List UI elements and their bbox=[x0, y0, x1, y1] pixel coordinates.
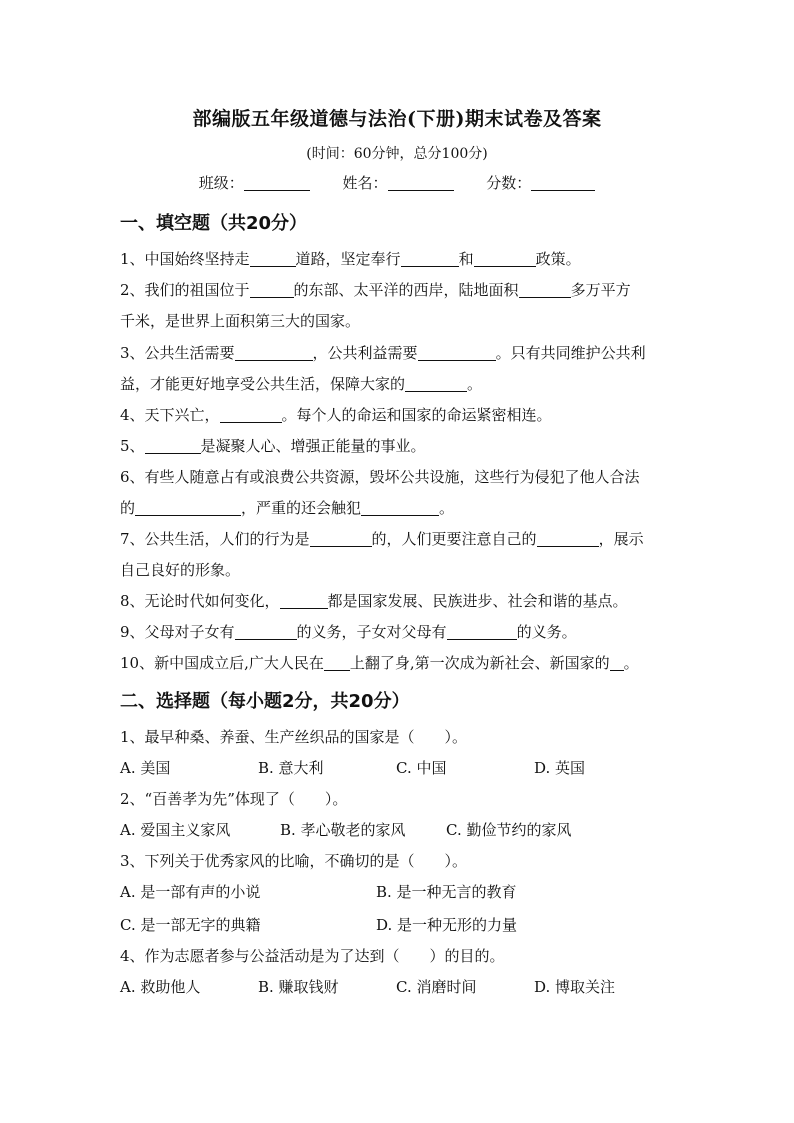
question-text: 。只有共同维护公共利 bbox=[495, 344, 646, 362]
choice-question-1: 1、最早种桑、养蚕、生产丝织品的国家是（ ）。 bbox=[120, 728, 468, 746]
question-text: 10、新中国成立后,广大人民在 bbox=[120, 654, 324, 672]
page-title: 部编版五年级道德与法治(下册)期末试卷及答案 bbox=[192, 108, 602, 130]
section-heading-multiple-choice: 二、选择题（每小题2分，共20分） bbox=[120, 691, 410, 712]
choice-options-1 bbox=[120, 757, 585, 778]
question-text: 。每个人的命运和国家的命运紧密相连。 bbox=[281, 406, 552, 424]
option-c[interactable]: C. 勤俭节约的家风 bbox=[446, 821, 572, 839]
option-b[interactable]: B. 赚取钱财 bbox=[258, 978, 339, 996]
question-8 bbox=[120, 590, 628, 611]
question-5 bbox=[120, 435, 426, 456]
answer-blank[interactable] bbox=[135, 499, 241, 516]
name-blank[interactable] bbox=[388, 174, 454, 191]
question-text: 道路，坚定奉行 bbox=[295, 250, 401, 268]
class-field bbox=[199, 172, 310, 193]
question-text: 和 bbox=[458, 250, 474, 268]
answer-blank[interactable] bbox=[537, 530, 599, 547]
answer-blank[interactable] bbox=[324, 654, 350, 671]
question-text: 的东部、太平洋的西岸，陆地面积 bbox=[293, 281, 519, 299]
class-label: 班级： bbox=[198, 174, 244, 192]
question-9 bbox=[120, 621, 577, 642]
question-2-line-2: 千米，是世界上面积第三大的国家。 bbox=[120, 312, 361, 330]
answer-blank[interactable] bbox=[401, 250, 459, 267]
question-text: 5、 bbox=[120, 437, 145, 455]
answer-blank[interactable] bbox=[145, 437, 201, 454]
question-7-line-2: 自己良好的形象。 bbox=[120, 561, 241, 579]
answer-blank[interactable] bbox=[405, 375, 467, 392]
question-text: 益，才能更好地享受公共生活，保障大家的 bbox=[120, 375, 406, 393]
question-text: 1、中国始终坚持走 bbox=[120, 250, 250, 268]
option-a[interactable]: A. 救助他人 bbox=[120, 978, 201, 996]
answer-blank[interactable] bbox=[280, 592, 328, 609]
choice-question-3: 3、下列关于优秀家风的比喻，不确切的是（ ）。 bbox=[120, 852, 468, 870]
question-text: 上翻了身,第一次成为新社会、新国家的 bbox=[349, 654, 610, 672]
question-text: 都是国家发展、民族进步、社会和谐的基点。 bbox=[327, 592, 628, 610]
score-field bbox=[486, 172, 595, 193]
score-label: 分数： bbox=[486, 174, 532, 192]
choice-question-4: 4、作为志愿者参与公益活动是为了达到（ ）的目的。 bbox=[120, 947, 505, 965]
question-10 bbox=[120, 652, 639, 673]
question-text: 的，人们更要注意自己的 bbox=[371, 530, 537, 548]
answer-blank[interactable] bbox=[474, 250, 536, 267]
question-4 bbox=[120, 404, 552, 425]
option-d[interactable]: D. 博取关注 bbox=[534, 978, 616, 996]
name-label: 姓名： bbox=[342, 174, 388, 192]
class-blank[interactable] bbox=[244, 174, 310, 191]
option-d[interactable]: D. 英国 bbox=[534, 759, 586, 777]
answer-blank[interactable] bbox=[610, 654, 624, 671]
question-3-line-1 bbox=[120, 342, 646, 363]
answer-blank[interactable] bbox=[418, 344, 496, 361]
question-3-line-2 bbox=[120, 373, 482, 394]
option-a[interactable]: A. 爱国主义家风 bbox=[120, 821, 231, 839]
question-text: 。 bbox=[439, 499, 455, 517]
question-text: 政策。 bbox=[535, 250, 581, 268]
question-text: 。 bbox=[623, 654, 639, 672]
question-text: 的义务。 bbox=[516, 623, 577, 641]
choice-options-2 bbox=[120, 819, 571, 840]
question-text: 3、公共生活需要 bbox=[120, 344, 235, 362]
question-text: 8、无论时代如何变化， bbox=[120, 592, 280, 610]
question-text: ，展示 bbox=[598, 530, 644, 548]
answer-blank[interactable] bbox=[310, 530, 372, 547]
question-text: ，公共利益需要 bbox=[312, 344, 418, 362]
option-d[interactable]: D. 是一种无形的力量 bbox=[376, 916, 518, 934]
student-info-row bbox=[0, 172, 794, 193]
option-c[interactable]: C. 中国 bbox=[396, 759, 447, 777]
option-a[interactable]: A. 是一部有声的小说 bbox=[120, 883, 261, 901]
score-blank[interactable] bbox=[531, 174, 595, 191]
answer-blank[interactable] bbox=[519, 281, 571, 298]
question-text: 7、公共生活，人们的行为是 bbox=[120, 530, 310, 548]
option-b[interactable]: B. 是一种无言的教育 bbox=[376, 883, 517, 901]
answer-blank[interactable] bbox=[250, 250, 296, 267]
question-2-line-1 bbox=[120, 279, 631, 300]
choice-options-3b bbox=[120, 914, 517, 935]
answer-blank[interactable] bbox=[235, 344, 313, 361]
answer-blank[interactable] bbox=[220, 406, 282, 423]
question-text: 多万平方 bbox=[570, 281, 631, 299]
choice-options-3a bbox=[120, 881, 517, 902]
choice-options-4 bbox=[120, 976, 615, 997]
question-text: 4、天下兴亡， bbox=[120, 406, 220, 424]
question-1 bbox=[120, 248, 581, 269]
option-b[interactable]: B. 孝心敬老的家风 bbox=[280, 821, 406, 839]
choice-question-2: 2、“百善孝为先”体现了（ ）。 bbox=[120, 790, 348, 808]
name-field bbox=[342, 172, 453, 193]
question-text: 9、父母对子女有 bbox=[120, 623, 235, 641]
question-7-line-1 bbox=[120, 528, 644, 549]
section-heading-fill-in: 一、填空题（共20分） bbox=[120, 213, 308, 234]
question-6-line-1: 6、有些人随意占有或浪费公共资源，毁坏公共设施，这些行为侵犯了他人合法 bbox=[120, 468, 640, 486]
question-text: 2、我们的祖国位于 bbox=[120, 281, 250, 299]
question-text: 。 bbox=[467, 375, 483, 393]
question-text: 的义务，子女对父母有 bbox=[296, 623, 447, 641]
question-text: 的 bbox=[120, 499, 136, 517]
answer-blank[interactable] bbox=[235, 623, 297, 640]
option-c[interactable]: C. 是一部无字的典籍 bbox=[120, 916, 261, 934]
answer-blank[interactable] bbox=[250, 281, 294, 298]
question-text: 是凝聚人心、增强正能量的事业。 bbox=[200, 437, 426, 455]
option-b[interactable]: B. 意大利 bbox=[258, 759, 324, 777]
question-6-line-2 bbox=[120, 497, 454, 518]
answer-blank[interactable] bbox=[447, 623, 517, 640]
question-text: ，严重的还会触犯 bbox=[241, 499, 362, 517]
option-c[interactable]: C. 消磨时间 bbox=[396, 978, 477, 996]
option-a[interactable]: A. 美国 bbox=[120, 759, 171, 777]
exam-subtitle: (时间：60分钟，总分100分) bbox=[306, 146, 488, 162]
answer-blank[interactable] bbox=[361, 499, 439, 516]
